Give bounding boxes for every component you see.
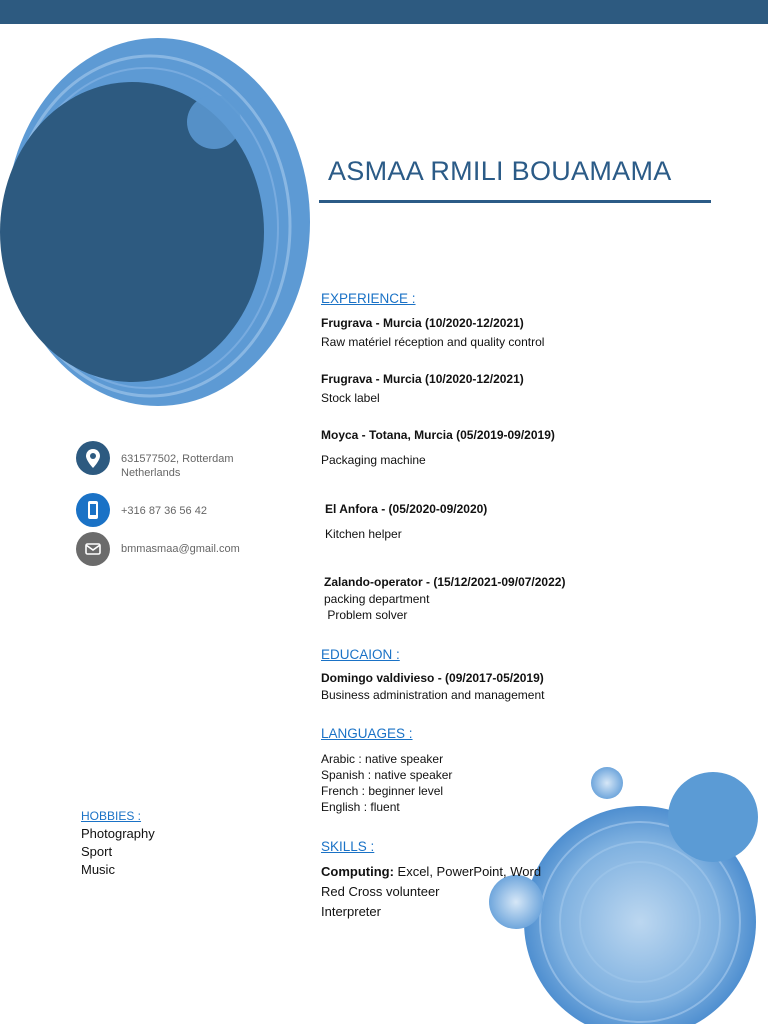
- candidate-name: ASMAA RMILI BOUAMAMA: [328, 156, 672, 186]
- skill-item: Red Cross volunteer: [321, 884, 440, 899]
- hobbies-title: HOBBIES :: [81, 809, 142, 823]
- tiny-bottom-circle: [591, 767, 623, 799]
- skill-computing: [321, 864, 541, 879]
- hobby-item: Photography: [81, 826, 155, 841]
- experience-heading: Zalando-operator - (15/12/2021-09/07/2022): [324, 575, 566, 589]
- language-item: French : beginner level: [321, 784, 444, 798]
- language-item: Spanish : native speaker: [321, 768, 453, 782]
- small-accent-circle: [187, 95, 241, 149]
- experience-title: EXPERIENCE :: [321, 291, 416, 306]
- skill-item: Interpreter: [321, 904, 381, 919]
- medium-bottom-circle: [668, 772, 758, 862]
- experience-line: Kitchen helper: [325, 527, 402, 541]
- education-line: Business administration and management: [321, 688, 545, 702]
- education-heading: Domingo valdivieso - (09/2017-05/2019): [321, 671, 544, 685]
- skills-title: SKILLS :: [321, 839, 375, 854]
- name-underline: [319, 200, 711, 203]
- language-item: English : fluent: [321, 800, 400, 814]
- experience-line: Raw matériel réception and quality control: [321, 335, 545, 349]
- skill-computing-value: Excel, PowerPoint, Word: [393, 864, 542, 879]
- experience-heading: Moyca - Totana, Murcia (05/2019-09/2019): [321, 428, 555, 442]
- experience-line: Stock label: [321, 391, 380, 405]
- small-bottom-circle-left: [489, 875, 543, 929]
- education-title: EDUCAION :: [321, 647, 400, 662]
- experience-line: Packaging machine: [321, 453, 426, 467]
- skill-computing-label: Computing:: [321, 864, 394, 879]
- address-line1: 631577502, Rotterdam: [121, 453, 234, 465]
- phone-icon: [76, 493, 110, 527]
- location-pin-icon: [76, 441, 110, 475]
- experience-heading: El Anfora - (05/2020-09/2020): [325, 502, 488, 516]
- language-item: Arabic : native speaker: [321, 752, 444, 766]
- experience-heading: Frugrava - Murcia (10/2020-12/2021): [321, 316, 524, 330]
- email-address: bmmasmaa@gmail.com: [121, 543, 240, 555]
- address: [121, 452, 234, 480]
- hobby-item: Music: [81, 862, 115, 877]
- experience-line: Problem solver: [324, 608, 408, 622]
- address-line2: Netherlands: [121, 467, 181, 479]
- phone-number: +316 87 36 56 42: [121, 505, 207, 517]
- experience-heading: Frugrava - Murcia (10/2020-12/2021): [321, 372, 524, 386]
- experience-line: packing department: [324, 592, 430, 606]
- email-icon: [76, 532, 110, 566]
- hobby-item: Sport: [81, 844, 113, 859]
- languages-title: LANGUAGES :: [321, 726, 413, 741]
